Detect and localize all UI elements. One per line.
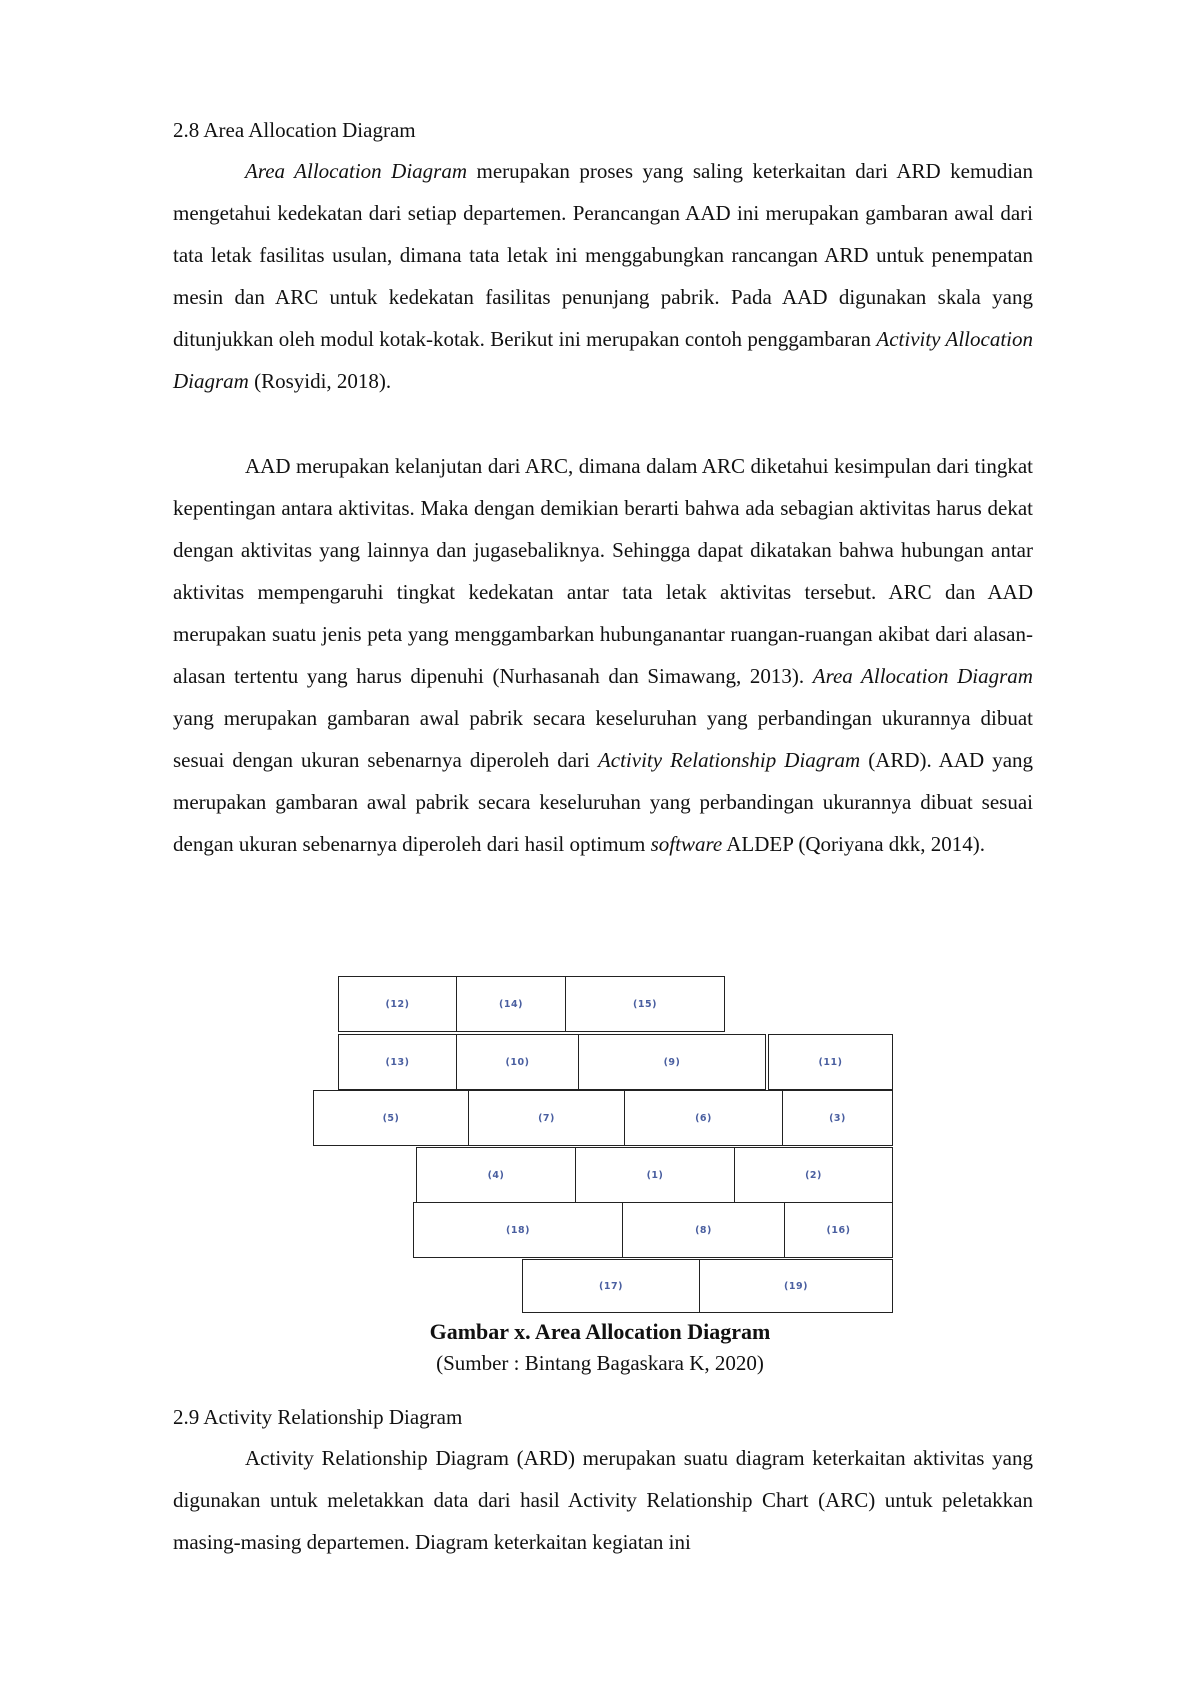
area-cell-13: (13) <box>338 1034 457 1090</box>
term-software: software <box>650 832 723 856</box>
paragraph-ard-definition: Activity Relationship Diagram (ARD) merupakan suatu diagram keterkaitan aktivitas yang digunakan untuk meletakkan data dari hasil Activity Relationship Chart (ARC) untuk peletakkan masing-masing departemen. Diagram keterkaitan kegiatan ini <box>173 1446 1033 1554</box>
area-cell-17: (17) <box>522 1259 700 1313</box>
figure-caption-title: Gambar x. Area Allocation Diagram <box>429 1319 771 1344</box>
area-cell-15: (15) <box>565 976 725 1032</box>
area-cell-14: (14) <box>456 976 566 1032</box>
area-cell-6: (6) <box>624 1090 783 1146</box>
area-cell-10: (10) <box>456 1034 579 1090</box>
area-cell-8: (8) <box>622 1202 785 1258</box>
paragraph-aad-continuation <box>173 445 1033 865</box>
paragraph-text: merupakan proses yang saling keterkaitan dari ARD kemudian mengetahui kedekatan dari setiap departemen. Perancangan AAD ini merupakan gambaran awal dari tata letak fasilitas usulan, dimana tata letak ini menggabungkan rancangan ARD untuk penempatan mesin dan ARC untuk kedekatan fasilitas penunjang pabrik. Pada AAD digunakan skala yang ditunjukkan oleh modul kotak-kotak. Berikut ini merupakan contoh penggambaran <box>173 159 1033 351</box>
paragraph-text: ALDEP (Qoriyana dkk, 2014). <box>722 832 986 856</box>
area-cell-3: (3) <box>782 1090 893 1146</box>
area-cell-9: (9) <box>578 1034 766 1090</box>
section-heading: 2.9 Activity Relationship Diagram <box>173 1405 463 1429</box>
paragraph-text: AAD merupakan kelanjutan dari ARC, dimana dalam ARC diketahui kesimpulan dari tingkat kepentingan antara aktivitas. Maka dengan demikian berarti bahwa ada sebagian aktivitas harus dekat dengan aktivitas yang lainnya dan jugasebaliknya. Sehingga dapat dikatakan bahwa hubungan antar aktivitas mempengaruhi tingkat kedekatan antar tata letak aktivitas tersebut. ARC dan AAD merupakan suatu jenis peta yang menggambarkan hubunganantar ruangan-ruangan akibat dari alasan-alasan tertentu yang harus dipenuhi (Nurhasanah dan Simawang, 2013). <box>173 454 1033 688</box>
area-cell-2: (2) <box>734 1147 893 1203</box>
section-heading: 2.8 Area Allocation Diagram <box>173 118 416 142</box>
area-cell-12: (12) <box>338 976 457 1032</box>
paragraph-text: (ARD). AAD yang merupakan gambaran awal pabrik secara keseluruhan yang perbandingan ukurannya dibuat sesuai dengan ukuran sebenarnya diperoleh dari hasil optimum <box>173 748 1034 856</box>
paragraph-aad-definition <box>173 150 1033 402</box>
figure-caption-source: (Sumber : Bintang Bagaskara K, 2020) <box>436 1351 764 1375</box>
area-cell-7: (7) <box>468 1090 625 1146</box>
term-area-allocation-diagram: Area Allocation Diagram <box>245 159 468 183</box>
area-cell-18: (18) <box>413 1202 623 1258</box>
term-activity-allocation-diagram: Activity Allocation Diagram <box>173 327 1033 393</box>
area-cell-11: (11) <box>768 1034 893 1090</box>
paragraph-text: (Rosyidi, 2018). <box>248 369 392 393</box>
area-cell-1: (1) <box>575 1147 735 1203</box>
paragraph-text: yang merupakan gambaran awal pabrik secara keseluruhan yang perbandingan ukurannya dibuat sesuai dengan ukuran sebenarnya diperoleh dari <box>173 706 1033 772</box>
area-cell-4: (4) <box>416 1147 576 1203</box>
area-cell-5: (5) <box>313 1090 469 1146</box>
area-cell-16: (16) <box>784 1202 893 1258</box>
term-area-allocation-diagram: Area Allocation Diagram <box>812 664 1033 688</box>
term-activity-relationship-diagram: Activity Relationship Diagram <box>597 748 861 772</box>
area-cell-19: (19) <box>699 1259 893 1313</box>
